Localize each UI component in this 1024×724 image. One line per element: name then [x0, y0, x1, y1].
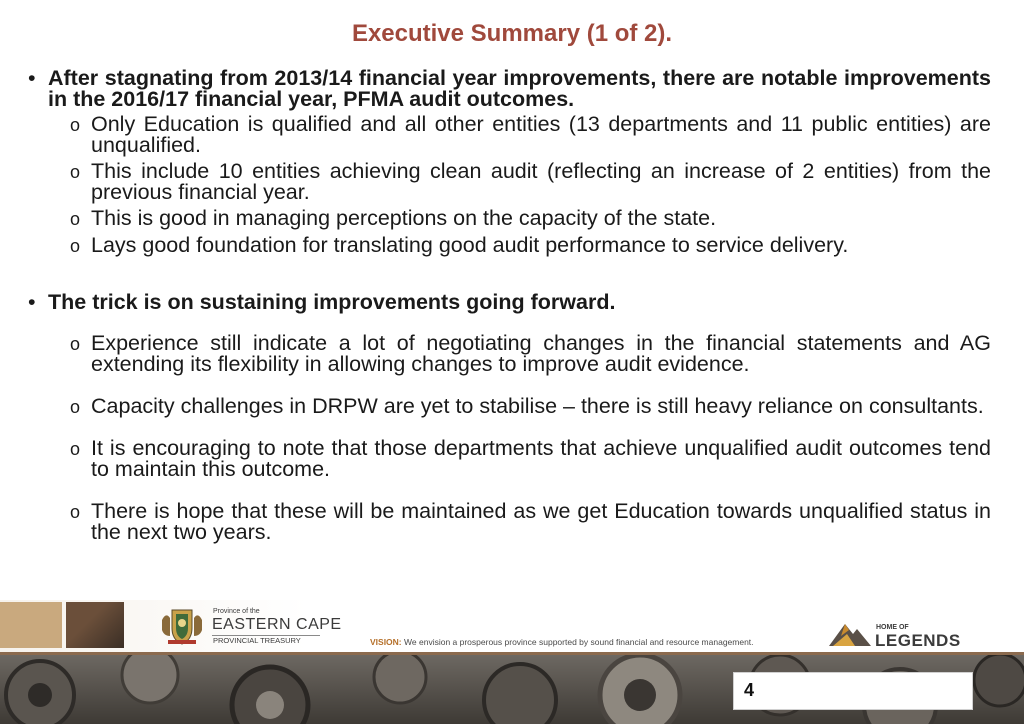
mountain-logo-icon	[827, 620, 873, 648]
sub-item-text: Only Education is qualified and all other entities (13 departments and 11 public entities) are unqualified.	[91, 112, 991, 157]
sub-marker: o	[70, 115, 81, 135]
sub-marker: o	[70, 397, 81, 417]
sub-marker: o	[70, 439, 81, 459]
slide-body	[28, 68, 991, 543]
province-name: EASTERN CAPE	[212, 616, 342, 633]
sub-item	[28, 501, 991, 543]
slide-footer	[0, 600, 1024, 724]
sub-item	[28, 333, 991, 375]
department-name: PROVINCIAL TREASURY	[213, 636, 301, 645]
bullet-1-heading: After stagnating from 2013/14 financial year improvements, there are notable improvements in the 2016/17 financial year, PFMA audit outcomes.	[48, 66, 991, 111]
legends-label: LEGENDS	[875, 631, 961, 650]
sub-marker: o	[70, 334, 81, 354]
footer-tan-square	[0, 602, 62, 648]
sub-item-text: It is encouraging to note that those departments that achieve unqualified audit outcomes tend to maintain this outcome.	[91, 436, 991, 481]
sub-marker: o	[70, 236, 81, 256]
coat-of-arms-icon	[158, 606, 206, 646]
sub-item	[28, 438, 991, 480]
sub-item-text: This include 10 entities achieving clean audit (reflecting an increase of 2 entities) from the previous financial year.	[91, 159, 991, 204]
page-number: 4	[744, 680, 755, 700]
vision-label: VISION:	[370, 637, 402, 647]
bullet-2	[28, 292, 991, 313]
sub-item	[28, 235, 991, 256]
home-of-label: HOME OF	[876, 624, 909, 631]
sub-item-text: Lays good foundation for translating good audit performance to service delivery.	[91, 233, 849, 257]
vision-text: We envision a prosperous province supported by sound financial and resource management.	[404, 637, 754, 647]
sub-item-text: This is good in managing perceptions on the capacity of the state.	[91, 206, 717, 230]
slide-title: Executive Summary (1 of 2).	[351, 20, 673, 47]
sub-marker: o	[70, 209, 81, 229]
footer-brown-square	[66, 602, 124, 648]
vision-statement	[370, 637, 754, 647]
bullet-dot: •	[28, 290, 36, 314]
sub-item-text: There is hope that these will be maintained as we get Education towards unqualified status in the next two years.	[91, 499, 991, 544]
sub-marker: o	[70, 502, 81, 522]
bullet-dot: •	[28, 66, 36, 90]
bullet-2-heading: The trick is on sustaining improvements going forward.	[48, 290, 616, 314]
sub-item-text: Experience still indicate a lot of negotiating changes in the financial statements and AG extending its flexibility in allowing changes to improve audit evidence.	[91, 331, 991, 376]
sub-item	[28, 396, 991, 417]
page-number-box	[733, 672, 973, 710]
sub-item	[28, 161, 991, 203]
sub-item-text: Capacity challenges in DRPW are yet to stabilise – there is still heavy reliance on consultants.	[91, 394, 984, 418]
bullet-1	[28, 68, 991, 110]
sub-item	[28, 208, 991, 229]
sub-marker: o	[70, 162, 81, 182]
sub-item	[28, 114, 991, 156]
province-prefix: Province of the	[213, 608, 260, 615]
